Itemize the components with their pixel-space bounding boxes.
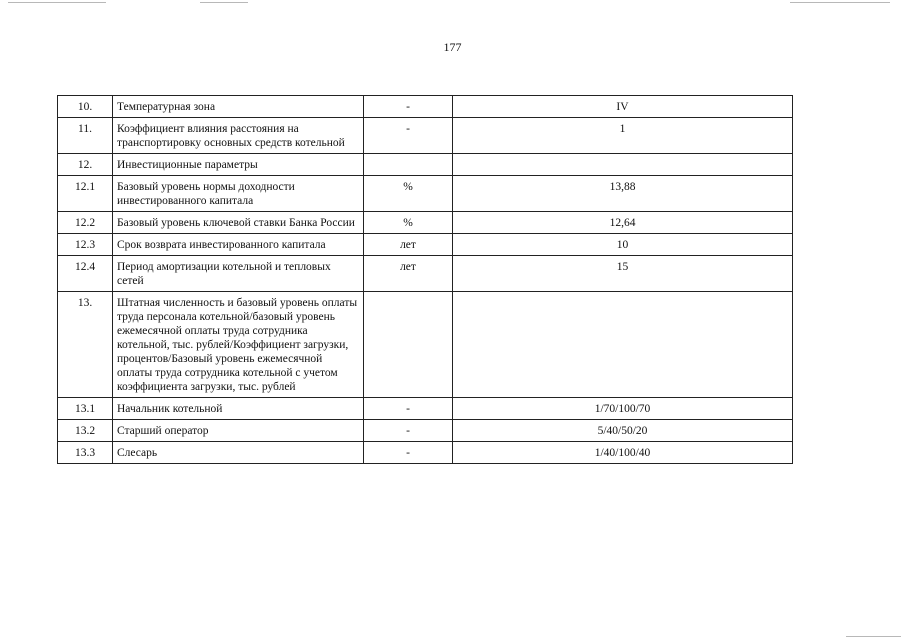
table-row [58, 398, 793, 420]
table-row [58, 212, 793, 234]
table-row [58, 96, 793, 118]
table-row [58, 154, 793, 176]
value-cell: 15 [453, 256, 793, 292]
row-number: 13.3 [58, 442, 113, 464]
unit-cell: - [364, 442, 453, 464]
table-row [58, 118, 793, 154]
row-number: 12.2 [58, 212, 113, 234]
value-cell: 10 [453, 234, 793, 256]
row-number: 12.4 [58, 256, 113, 292]
unit-cell: - [364, 420, 453, 442]
table-row [58, 234, 793, 256]
parameter-name: Базовый уровень ключевой ставки Банка России [113, 212, 364, 234]
unit-cell: - [364, 118, 453, 154]
scan-edge-mark-right [790, 2, 890, 3]
scan-edge-mark-bottom [846, 636, 901, 637]
row-number: 12.3 [58, 234, 113, 256]
parameter-name: Срок возврата инвестированного капитала [113, 234, 364, 256]
unit-cell: - [364, 96, 453, 118]
value-cell [453, 154, 793, 176]
table-row [58, 256, 793, 292]
scan-edge-mark-left [8, 2, 106, 3]
table-row [58, 292, 793, 398]
table-row [58, 420, 793, 442]
unit-cell: - [364, 398, 453, 420]
row-number: 13.2 [58, 420, 113, 442]
row-number: 13. [58, 292, 113, 398]
value-cell: 13,88 [453, 176, 793, 212]
value-cell [453, 292, 793, 398]
parameter-name: Начальник котельной [113, 398, 364, 420]
row-number: 10. [58, 96, 113, 118]
value-cell: 12,64 [453, 212, 793, 234]
unit-cell: лет [364, 234, 453, 256]
parameter-name: Слесарь [113, 442, 364, 464]
parameter-name: Температурная зона [113, 96, 364, 118]
parameter-name: Базовый уровень нормы доходности инвестированного капитала [113, 176, 364, 212]
unit-cell [364, 292, 453, 398]
unit-cell [364, 154, 453, 176]
table-row [58, 442, 793, 464]
value-cell: 1/70/100/70 [453, 398, 793, 420]
row-number: 12.1 [58, 176, 113, 212]
parameter-name: Коэффициент влияния расстояния на транспортировку основных средств котельной [113, 118, 364, 154]
unit-cell: % [364, 176, 453, 212]
value-cell: IV [453, 96, 793, 118]
value-cell: 5/40/50/20 [453, 420, 793, 442]
unit-cell: лет [364, 256, 453, 292]
page-number: 177 [443, 40, 462, 54]
scan-edge-mark-center [200, 2, 248, 3]
parameter-name: Старший оператор [113, 420, 364, 442]
row-number: 11. [58, 118, 113, 154]
parameter-name: Период амортизации котельной и тепловых сетей [113, 256, 364, 292]
value-cell: 1/40/100/40 [453, 442, 793, 464]
unit-cell: % [364, 212, 453, 234]
row-number: 13.1 [58, 398, 113, 420]
parameter-name: Инвестиционные параметры [113, 154, 364, 176]
value-cell: 1 [453, 118, 793, 154]
table-row [58, 176, 793, 212]
parameter-name: Штатная численность и базовый уровень оплаты труда персонала котельной/базовый уровень ежемесячной оплаты труда сотрудника котельной, тыс. рублей/Коэффициент загрузки, процентов/Базовый уровень ежемесячной оплаты труда сотрудника котельной с учетом коэффициента загрузки, тыс. рублей [113, 292, 364, 398]
row-number: 12. [58, 154, 113, 176]
parameters-table [57, 95, 793, 464]
